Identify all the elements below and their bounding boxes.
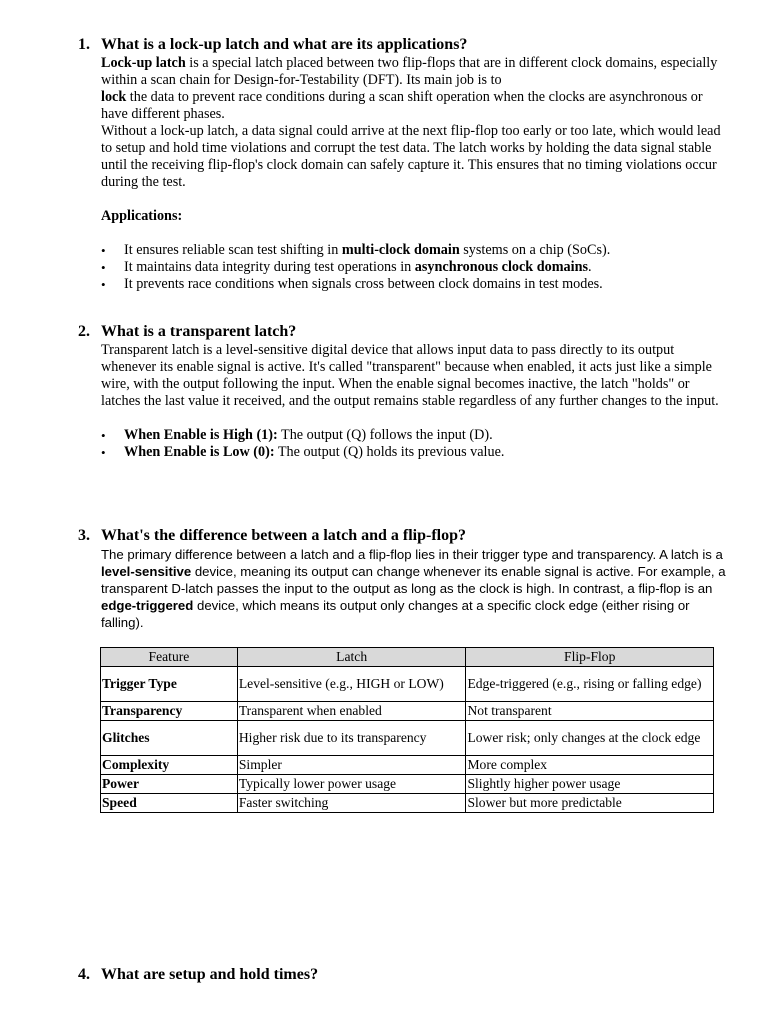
table-cell: Simpler bbox=[237, 756, 466, 775]
table-cell: Lower risk; only changes at the clock edge bbox=[466, 721, 714, 756]
question-1-title: What is a lock-up latch and what are its applications? bbox=[101, 36, 468, 53]
q1-paragraph-1 bbox=[101, 55, 731, 89]
question-2-title: What is a transparent latch? bbox=[101, 323, 297, 340]
table-cell: More complex bbox=[466, 756, 714, 775]
table-row bbox=[101, 756, 714, 775]
table-cell: Complexity bbox=[101, 756, 238, 775]
table-cell: Level-sensitive (e.g., HIGH or LOW) bbox=[237, 667, 466, 702]
q1-p1-text: is a special latch placed between two flip-flops that are in different clock domains, especially within a scan chain for Design-for-Testability (DFT). Its main job is to bbox=[101, 55, 718, 88]
q1-applications-heading: Applications: bbox=[101, 208, 183, 224]
question-4 bbox=[78, 965, 738, 985]
table-cell: Power bbox=[101, 775, 238, 794]
table-header-feature: Feature bbox=[101, 648, 238, 667]
question-1-number: 1. bbox=[78, 36, 90, 53]
q2-bullet-1-text: The output (Q) follows the input (D). bbox=[277, 427, 493, 443]
question-2 bbox=[78, 322, 738, 461]
q2-bullet-1-bold: When Enable is High (1): bbox=[124, 427, 278, 443]
q2-bullet-2-bold: When Enable is Low (0): bbox=[124, 444, 275, 460]
table-row bbox=[101, 794, 714, 813]
list-item bbox=[101, 242, 731, 259]
latch-vs-flipflop-table bbox=[100, 647, 714, 813]
q3-term-edge-triggered: edge-triggered bbox=[101, 598, 194, 613]
table-header-row bbox=[101, 648, 714, 667]
q1-applications-list bbox=[101, 242, 731, 293]
table-cell: Glitches bbox=[101, 721, 238, 756]
table-cell: Not transparent bbox=[466, 702, 714, 721]
question-1-heading bbox=[78, 35, 738, 55]
q1-bullet-1-bold: multi-clock domain bbox=[341, 242, 460, 258]
list-item bbox=[101, 259, 731, 276]
question-3-title: What's the difference between a latch and a flip-flop? bbox=[101, 527, 467, 544]
table-cell: Transparent when enabled bbox=[237, 702, 466, 721]
q3-text-3: device, which means its output only changes at a specific clock edge (either rising or falling). bbox=[101, 598, 690, 630]
table-cell: Slower but more predictable bbox=[466, 794, 714, 813]
q1-bullet-2-post: . bbox=[587, 259, 592, 275]
table-header-latch: Latch bbox=[237, 648, 466, 667]
question-4-heading bbox=[78, 965, 738, 985]
q1-term-lockup-latch: Lock-up latch bbox=[101, 55, 186, 71]
table-cell: Transparency bbox=[101, 702, 238, 721]
table-cell: Speed bbox=[101, 794, 238, 813]
table-row bbox=[101, 775, 714, 794]
question-2-body bbox=[101, 342, 731, 461]
list-item bbox=[101, 427, 731, 444]
table-cell: Edge-triggered (e.g., rising or falling edge) bbox=[466, 667, 714, 702]
table-cell: Slightly higher power usage bbox=[466, 775, 714, 794]
q1-bullet-1-post: systems on a chip (SoCs). bbox=[459, 242, 611, 258]
q3-paragraph-1 bbox=[101, 546, 731, 631]
table-header-flipflop: Flip-Flop bbox=[466, 648, 714, 667]
q1-bullet-1-pre: It ensures reliable scan test shifting in bbox=[124, 242, 342, 258]
question-3 bbox=[78, 526, 738, 631]
q3-text-1: The primary difference between a latch and a flip-flop lies in their trigger type and transparency. A latch is a bbox=[101, 547, 723, 562]
q1-bullet-3-pre: It prevents race conditions when signals cross between clock domains in test modes. bbox=[124, 276, 603, 292]
question-3-number: 3. bbox=[78, 527, 90, 544]
q1-term-lock: lock bbox=[101, 89, 127, 105]
table-row bbox=[101, 702, 714, 721]
q2-paragraph-1: Transparent latch is a level-sensitive digital device that allows input data to pass directly to its output whenever its enable signal is active. It's called "transparent" because when enabled, it acts just like a simple wire, with the output following the input. When the enable signal becomes inactive, the latch "holds" or latches the last value it received, and the output remains stable regardless of any further changes to the input. bbox=[101, 342, 719, 409]
question-2-number: 2. bbox=[78, 323, 90, 340]
table-row bbox=[101, 721, 714, 756]
table-cell: Trigger Type bbox=[101, 667, 238, 702]
table-cell: Typically lower power usage bbox=[237, 775, 466, 794]
q3-text-2: device, meaning its output can change whenever its enable signal is active. For example, a transparent D-latch passes the input to the output as long as the clock is high. In contrast, a flip-flop is an bbox=[101, 564, 726, 596]
q1-bullet-2-pre: It maintains data integrity during test operations in bbox=[124, 259, 415, 275]
table-cell: Faster switching bbox=[237, 794, 466, 813]
q3-term-level-sensitive: level-sensitive bbox=[101, 564, 192, 579]
q1-paragraph-2 bbox=[101, 89, 731, 123]
q1-paragraph-3: Without a lock-up latch, a data signal could arrive at the next flip-flop too early or too late, which would lead to setup and hold time violations and corrupt the test data. The latch works by holding the data signal stable until the receiving flip-flop's clock domain can safely capture it. This ensures that no timing violations occur during the test. bbox=[101, 123, 721, 190]
question-1 bbox=[78, 35, 738, 293]
question-3-heading bbox=[78, 526, 738, 546]
list-item bbox=[101, 444, 731, 461]
question-4-number: 4. bbox=[78, 966, 90, 983]
q2-enable-list bbox=[101, 427, 731, 461]
q1-bullet-2-bold: asynchronous clock domains bbox=[414, 259, 588, 275]
question-1-body bbox=[101, 55, 731, 293]
question-3-body bbox=[101, 546, 731, 631]
table-row bbox=[101, 667, 714, 702]
table-cell: Higher risk due to its transparency bbox=[237, 721, 466, 756]
q2-bullet-2-text: The output (Q) holds its previous value. bbox=[274, 444, 505, 460]
question-4-title: What are setup and hold times? bbox=[101, 966, 319, 983]
q1-p2-text: the data to prevent race conditions during a scan shift operation when the clocks are asynchronous or have different phases. bbox=[101, 89, 703, 122]
list-item bbox=[101, 276, 731, 293]
question-2-heading bbox=[78, 322, 738, 342]
